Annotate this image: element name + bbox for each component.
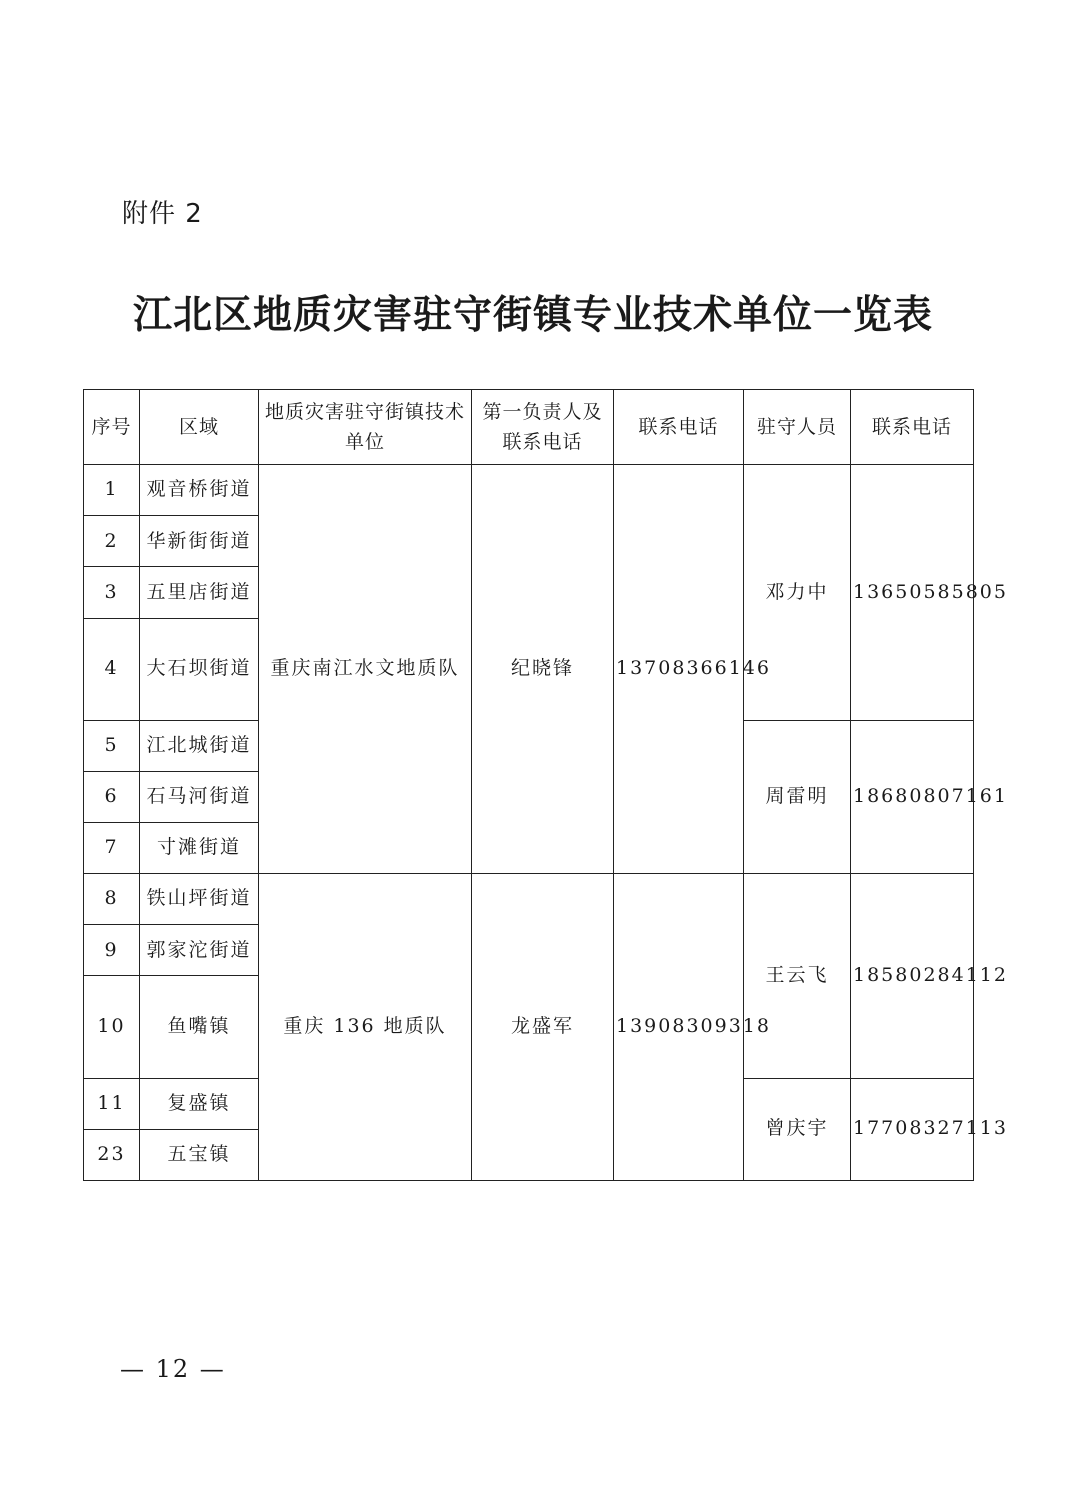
- table-row: [84, 465, 974, 516]
- table-header-row: [84, 390, 974, 465]
- group-unit: 重庆南江水文地质队: [259, 465, 472, 874]
- row-number: 9: [84, 925, 140, 976]
- row-area: 铁山坪街道: [140, 874, 259, 925]
- row-area: 复盛镇: [140, 1078, 259, 1129]
- row-area: 鱼嘴镇: [140, 976, 259, 1078]
- row-number: 1: [84, 465, 140, 516]
- header-no: 序号: [84, 390, 140, 465]
- row-number: 3: [84, 567, 140, 618]
- group-unit: 重庆 136 地质队: [259, 874, 472, 1181]
- staff-name: 邓力中: [744, 465, 851, 721]
- row-number: 10: [84, 976, 140, 1078]
- staff-phone: 18580284112: [851, 874, 974, 1079]
- row-number: 11: [84, 1078, 140, 1129]
- header-staff: 驻守人员: [744, 390, 851, 465]
- group-leader: 纪晓锋: [472, 465, 614, 874]
- row-area: 郭家沱街道: [140, 925, 259, 976]
- staff-phone: 17708327113: [851, 1078, 974, 1180]
- header-leader: 第一负责人及联系电话: [472, 390, 614, 465]
- staff-name: 曾庆宇: [744, 1078, 851, 1180]
- row-number: 6: [84, 771, 140, 822]
- header-unit: 地质灾害驻守街镇技术单位: [259, 390, 472, 465]
- row-number: 23: [84, 1129, 140, 1180]
- row-number: 4: [84, 618, 140, 720]
- header-staff-phone: 联系电话: [851, 390, 974, 465]
- group-leader-phone: 13708366146: [614, 465, 744, 874]
- row-area: 五里店街道: [140, 567, 259, 618]
- row-area: 江北城街道: [140, 720, 259, 771]
- row-number: 7: [84, 823, 140, 874]
- staff-phone: 13650585805: [851, 465, 974, 721]
- row-number: 8: [84, 874, 140, 925]
- row-area: 五宝镇: [140, 1129, 259, 1180]
- page-number: — 12 —: [120, 1355, 226, 1383]
- row-area: 石马河街道: [140, 771, 259, 822]
- row-area: 大石坝街道: [140, 618, 259, 720]
- roster-table: [83, 389, 1008, 1181]
- header-leader-phone: 联系电话: [614, 390, 744, 465]
- row-number: 2: [84, 516, 140, 567]
- page-title: 江北区地质灾害驻守街镇专业技术单位一览表: [132, 293, 933, 338]
- row-area: 观音桥街道: [140, 465, 259, 516]
- group-leader: 龙盛军: [472, 874, 614, 1181]
- attachment-label: 附件 2: [122, 199, 203, 229]
- header-area: 区域: [140, 390, 259, 465]
- staff-name: 周雷明: [744, 720, 851, 873]
- row-area: 华新街街道: [140, 516, 259, 567]
- staff-phone: 18680807161: [851, 720, 974, 873]
- row-area: 寸滩街道: [140, 823, 259, 874]
- row-number: 5: [84, 720, 140, 771]
- group-leader-phone: 13908309318: [614, 874, 744, 1181]
- staff-name: 王云飞: [744, 874, 851, 1079]
- table-row: [84, 874, 974, 925]
